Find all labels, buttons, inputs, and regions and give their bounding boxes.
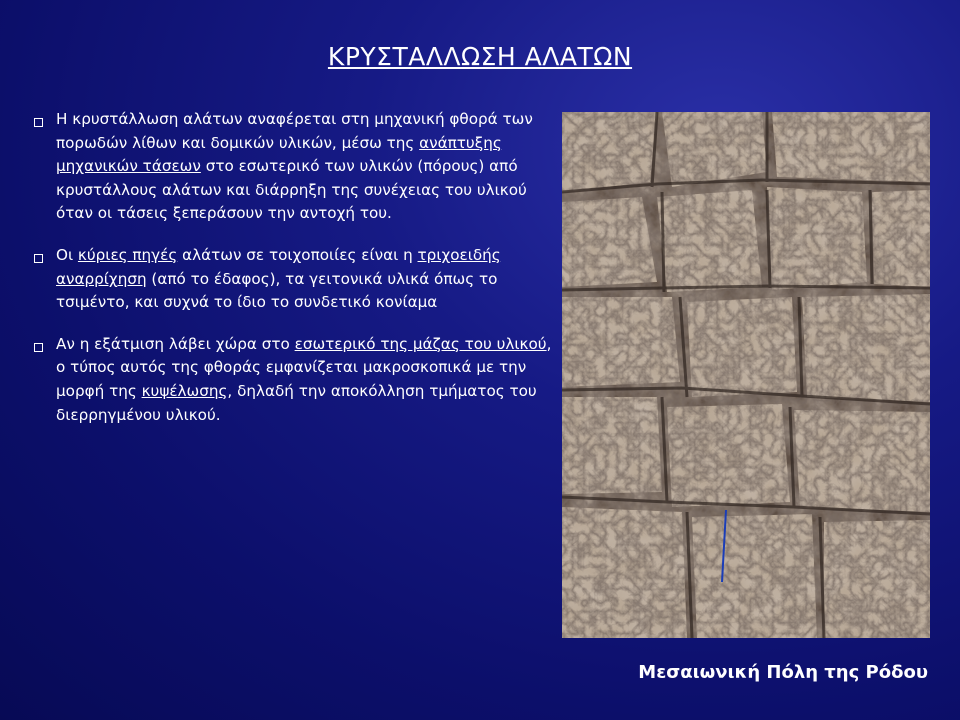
checkbox-bullet-icon: [34, 254, 43, 263]
bullet-item: [34, 333, 554, 427]
text-run: , ο τύπος αυτός της φθοράς εμφανίζεται μακροσκοπικά με την μορφή της: [56, 334, 552, 400]
text-run: Η κρυστάλλωση αλάτων αναφέρεται στη μηχανική φθορά των πορωδών λίθων και δομικών υλικών, μέσω της: [56, 110, 533, 152]
bullet-item: [34, 244, 554, 315]
text-run: αλάτων σε τοιχοποιίες είναι η: [177, 245, 418, 264]
eroded-stone-wall-image: [562, 112, 930, 638]
bullet-text: [56, 246, 501, 311]
stone-wall-photo: [562, 112, 930, 638]
underlined-term: κύριες πηγές: [77, 245, 178, 264]
slide-title: ΚΡΥΣΤΑΛΛΩΣΗ ΑΛΑΤΩΝ: [327, 42, 633, 71]
text-run: , δηλαδή την αποκόλληση τμήματος του διερρηγμένου υλικού.: [56, 381, 537, 424]
underlined-term: εσωτερικό της μάζας του υλικού: [294, 334, 547, 353]
bullet-text: [56, 335, 551, 424]
text-run: Αν η εξάτμιση λάβει χώρα στο: [56, 334, 295, 353]
checkbox-bullet-icon: [34, 343, 43, 352]
checkbox-bullet-icon: [34, 118, 43, 127]
bullet-list: [34, 108, 554, 445]
bullet-text: [56, 110, 533, 222]
photo-caption: Μεσαιωνική Πόλη της Ρόδου: [638, 662, 928, 683]
underlined-term: κυψέλωσης: [141, 381, 228, 400]
bullet-item: [34, 108, 554, 226]
text-run: στο εσωτερικό των υλικών (πόρους) από κρυστάλλους αλάτων και διάρρηξη της συνέχειας του υλικού όταν οι τάσεις ξεπεράσουν την αντοχή του.: [56, 157, 527, 223]
text-run: (από το έδαφος), τα γειτονικά υλικά όπως το τσιμέντο, και συχνά το ίδιο το συνδετικό κονίαμα: [56, 269, 498, 312]
underlined-term: τριχοειδής αναρρίχηση: [56, 245, 501, 288]
underlined-term: ανάπτυξης μηχανικών τάσεων: [56, 133, 502, 176]
text-run: Οι: [56, 245, 78, 264]
